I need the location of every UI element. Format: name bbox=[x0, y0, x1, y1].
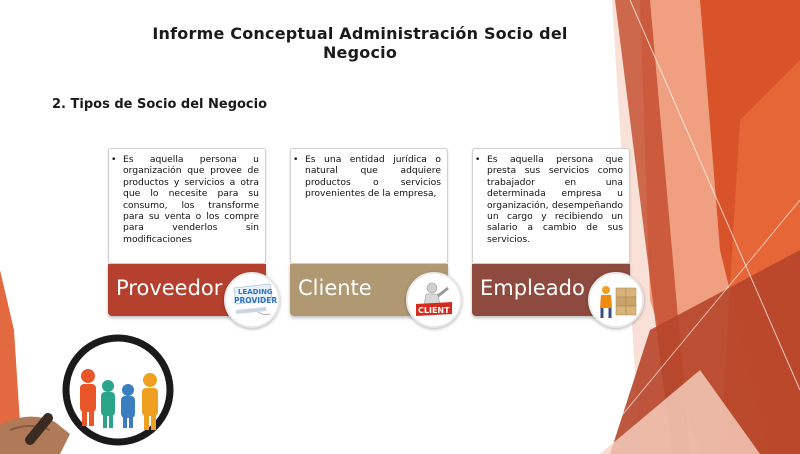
slide-title: Informe Conceptual Administración Socio del Negocio bbox=[152, 24, 568, 62]
badge-text-provider: PROVIDER bbox=[234, 296, 278, 305]
card-label: Empleado bbox=[480, 276, 585, 300]
client-icon bbox=[406, 272, 462, 328]
card-description-box bbox=[108, 148, 266, 264]
card-description: • Es una entidad jurídica o natural que adquiere productos o servicios provenientes de la empresa, bbox=[299, 154, 441, 200]
card-description: • Es aquella persona que presta sus servicios como trabajador en una determinada empresa u organización, desempeñando un cargo y recibiendo un salario a cambio de sus servicios. bbox=[481, 154, 623, 245]
card-proveedor bbox=[108, 148, 278, 316]
section-heading: 2. Tipos de Socio del Negocio bbox=[52, 97, 268, 112]
card-description-box bbox=[290, 148, 448, 264]
leading-provider-icon bbox=[224, 272, 280, 328]
badge-text-leading: LEADING bbox=[238, 288, 273, 296]
card-empleado bbox=[472, 148, 630, 316]
card-description-box bbox=[472, 148, 630, 264]
card-cliente bbox=[290, 148, 448, 316]
worker-boxes-icon bbox=[588, 272, 644, 328]
badge-text-client: CLIENT bbox=[418, 306, 450, 315]
card-description: • Es aquella persona u organización que provee de productos y servicios a otra que lo necesite para su consumo, los transforme para su venta o los compre para venderlos sin modificaciones bbox=[117, 154, 259, 245]
card-label: Cliente bbox=[298, 276, 372, 300]
magnifier-people-icon bbox=[0, 330, 200, 454]
card-label: Proveedor bbox=[116, 276, 223, 300]
